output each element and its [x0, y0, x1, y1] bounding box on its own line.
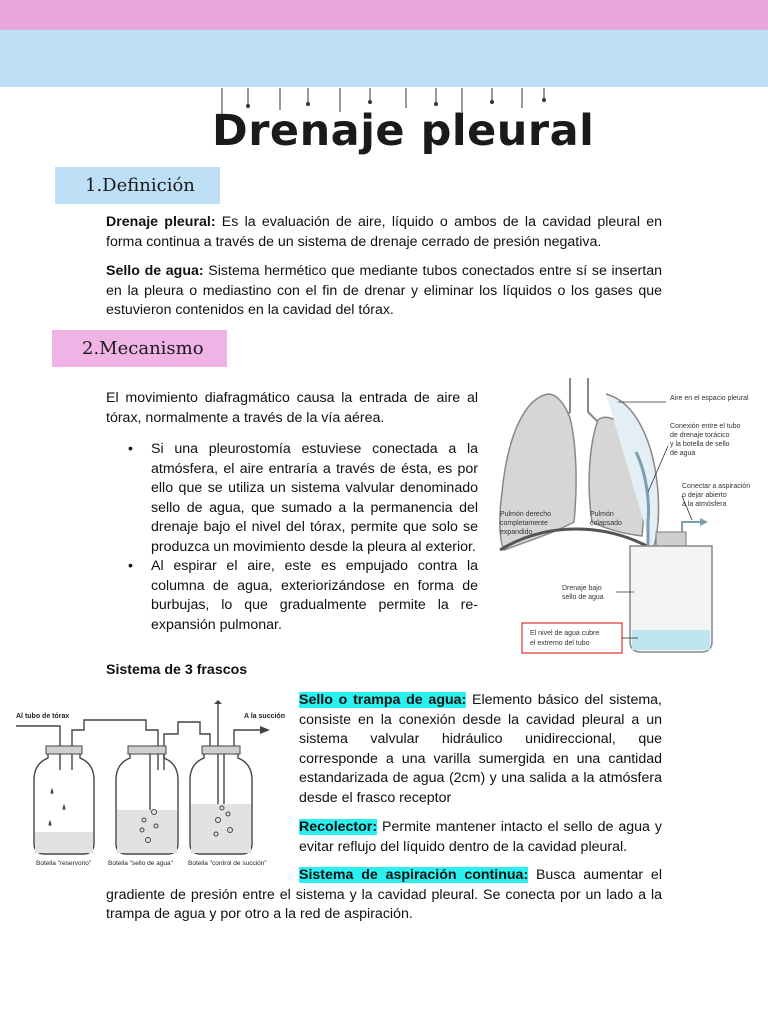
- top-blue-band: [0, 30, 768, 87]
- label-asp-2: o dejar abierto: [682, 492, 727, 499]
- item-aspiracion: [106, 866, 662, 925]
- label-right-lung-2: completamente: [500, 520, 548, 527]
- item-sello-trampa: [299, 691, 662, 808]
- bullet-dot: •: [128, 441, 133, 457]
- item-recolector: [299, 818, 662, 857]
- label-al-tubo: Al tubo de tórax: [16, 713, 70, 720]
- mecanismo-intro: El movimiento diafragmático causa la entrada de aire al tórax, normalmente a través de la vía aérea.: [106, 390, 478, 426]
- item-aspiracion-text: Busca aumentar el gradiente de presión entre el sistema y la cavidad pleural. Se conecta por un lado a la trampa de agua y por otro a la red de aspiración.: [106, 867, 662, 922]
- label-right-lung-1: Pulmón derecho: [500, 511, 551, 518]
- label-asp-1: Conectar a aspiración: [682, 483, 751, 490]
- item-sello-trampa-text: Elemento básico del sistema, consiste en la conexión desde la cavidad pleural a un sistema valvular hidráulico unidireccional, que corresponde a una varilla sumergida en una cantidad estandarizada de agua (2cm) y una salida a la atmósfera desde el frasco receptor: [299, 692, 662, 806]
- bullet-text: Si una pleurostomía estuviese conectada a la atmósfera, el aire entraría a través de ésta, es por ello que se utiliza un sistema valvular denominado sello de agua, que sumado a la permanencia del drenaje bajo el nivel del tórax, permite que solo se produzca un movimiento desde la pleura al exterior.: [151, 441, 478, 555]
- label-bottle-control: Botella "control de succión": [188, 860, 267, 867]
- section-heading-mecanismo: 2.Mecanismo: [52, 330, 227, 367]
- water-level-callout: [522, 623, 622, 653]
- label-succion: A la succión: [244, 713, 285, 720]
- term-sello-trampa: Sello o trampa de agua:: [299, 692, 467, 708]
- label-collapsed-1: Pulmón: [590, 511, 614, 518]
- label-right-lung-3: expandido: [500, 529, 533, 536]
- label-air: Aire en el espacio pleural: [670, 395, 749, 402]
- bullet-text: Al espirar el aire, este es empujado contra la columna de agua, exteriorizándose en forma de burbujas, lo que gradualmente permite la re-expansión pulmonar.: [151, 558, 478, 633]
- top-pink-band: [0, 0, 768, 30]
- definition-sello: [106, 262, 662, 321]
- definition-drenaje-text: Es la evaluación de aire, líquido o ambos de la cavidad pleural en forma continua a través de un sistema de drenaje cerrado de presión negativa.: [106, 214, 662, 250]
- label-conn-3: y la botella de sello: [670, 441, 730, 448]
- term-recolector: Recolector:: [299, 819, 378, 835]
- definition-drenaje: [106, 213, 662, 252]
- bullet-dot: •: [128, 558, 133, 574]
- term-sello-de-agua: Sello de agua:: [106, 263, 204, 279]
- label-conn-1: Conexión entre el tubo: [670, 423, 741, 430]
- label-level-1: El nivel de agua cubre: [530, 630, 600, 637]
- item-recolector-text: Permite mantener intacto el sello de agua y evitar reflujo del líquido dentro de la cavidad pleural.: [299, 819, 662, 855]
- page-title: Drenaje pleural: [212, 106, 595, 156]
- list-item: [106, 440, 478, 557]
- term-drenaje-pleural: Drenaje pleural:: [106, 214, 216, 230]
- label-level-2: el extremo del tubo: [530, 640, 590, 647]
- label-bottle-reservorio: Botella "reservorio": [36, 860, 92, 867]
- subheading-3-frascos: Sistema de 3 frascos: [106, 662, 248, 678]
- title-block: [200, 88, 595, 168]
- list-item: [106, 557, 478, 635]
- label-conn-2: de drenaje torácico: [670, 432, 730, 439]
- mecanismo-bullets: [106, 440, 478, 635]
- label-drain-1: Drenaje bajo: [562, 585, 602, 592]
- term-aspiracion: Sistema de aspiración continua:: [299, 867, 529, 883]
- section-heading-definicion: 1.Definición: [55, 167, 220, 204]
- label-conn-4: de agua: [670, 450, 696, 457]
- definition-sello-text: Sistema hermético que mediante tubos conectados entre sí se insertan en la pleura o mediastino con el fin de drenar y eliminar los líquidos o los gases que estuvieron contenidos en la cavidad del tórax.: [106, 263, 662, 318]
- label-asp-3: a la atmósfera: [682, 501, 727, 508]
- label-drain-2: sello de agua: [562, 594, 604, 601]
- label-collapsed-2: colapsado: [590, 520, 622, 527]
- label-bottle-sello: Botella "sello de agua": [108, 860, 173, 867]
- three-bottles-figure: [14, 700, 286, 868]
- lung-drainage-figure: [486, 372, 768, 660]
